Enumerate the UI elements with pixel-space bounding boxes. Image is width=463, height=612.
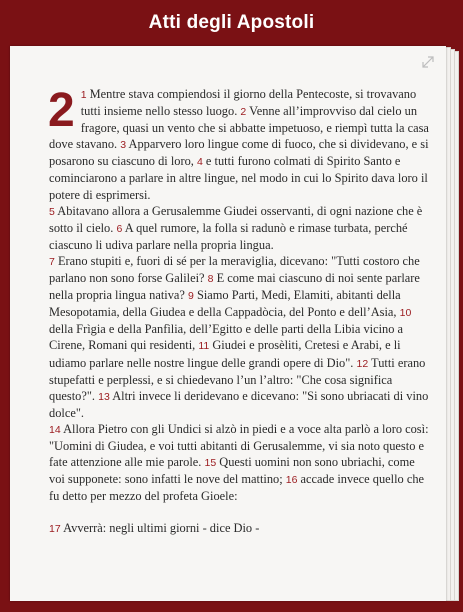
verse-number[interactable]: 15 xyxy=(204,457,217,470)
verse-text: Apparvero loro lingue come di fuoco, che si dividevano, e si posarono su ciascuno di loro, xyxy=(49,137,429,169)
verse-text: Erano stupiti e, fuori di sé per la meraviglia, dicevano: "Tutti costoro che parlano non sono forse Galilei? xyxy=(49,253,420,286)
verse-number[interactable]: 10 xyxy=(399,307,412,320)
verse-text: Siamo Parti, Medi, Elamiti, abitanti della Mesopotamia, della Giudea e della Cappadòcia, del Ponto e dell’Asia, xyxy=(49,288,401,320)
verse-text: Venne all’improvviso dal cielo un fragore, quasi un vento che si abbatte impetuoso, e riempì tutta la casa dove stavano. xyxy=(49,104,429,152)
paragraph xyxy=(49,253,431,421)
verse-text: Giudei e prosèliti, Cretesi e Arabi, e li udiamo parlare nelle nostre lingue delle grandi opere di Dio". xyxy=(49,338,401,370)
verse-number[interactable]: 1 xyxy=(80,89,87,101)
verse-number[interactable]: 17 xyxy=(49,523,61,536)
verse-text: accade invece quello che fu detto per mezzo del profeta Gioele: xyxy=(49,472,425,504)
verse-number[interactable]: 5 xyxy=(49,205,55,218)
verse-number[interactable]: 7 xyxy=(49,255,55,268)
verse-text: Abitavano allora a Gerusalemme Giudei osservanti, di ogni nazione che è sotto il cielo. xyxy=(49,203,423,235)
verse-text: della Frìgia e della Panfìlia, dell’Egitto e delle parti della Libia vicino a Cirene, Romani qui residenti, xyxy=(49,322,404,353)
verse-number[interactable]: 11 xyxy=(198,340,210,353)
verse-text: E come mai ciascuno di noi sente parlare nella propria lingua nativa? xyxy=(49,271,420,303)
reader-page[interactable] xyxy=(10,46,446,601)
stanza-gap xyxy=(49,504,431,520)
verse-number[interactable]: 2 xyxy=(240,106,247,119)
verse-text: Mentre stava compiendosi il giorno della Pentecoste, si trovavano tutti insieme nello stesso luogo. xyxy=(80,87,417,119)
verse-text: Tutti erano stupefatti e perplessi, e si chiedevano l’un l’altro: "Che cosa significa questo?". xyxy=(49,355,426,403)
title-bar xyxy=(0,0,463,46)
paragraph xyxy=(49,203,431,253)
chapter-number: 2 xyxy=(48,84,75,137)
verse-text: Altri invece li deridevano e dicevano: "Si sono ubriacati di vino dolce". xyxy=(49,388,429,420)
verse-text: e tutti furono colmati di Spirito Santo e cominciarono a parlare in altre lingue, nel modo in cui lo Spirito dava loro il potere di esprimersi. xyxy=(49,154,428,202)
verse-text: Questi uomini non sono ubriachi, come voi supponete: sono infatti le nove del mattino; xyxy=(49,455,415,487)
verse-number[interactable]: 14 xyxy=(49,423,61,436)
page-title: Atti degli Apostoli xyxy=(148,12,315,33)
paragraph xyxy=(49,86,431,203)
verse-text: Avverrà: negli ultimi giorni - dice Dio - xyxy=(60,521,260,536)
chapter-text xyxy=(49,86,431,537)
verse-number[interactable]: 3 xyxy=(120,139,127,152)
verse-number[interactable]: 16 xyxy=(285,474,298,487)
verse-number[interactable]: 6 xyxy=(116,222,123,235)
verse-number[interactable]: 8 xyxy=(207,273,214,286)
verse-number[interactable]: 9 xyxy=(188,290,194,303)
expand-icon[interactable] xyxy=(422,56,434,68)
verse-number[interactable]: 4 xyxy=(196,156,203,169)
verse-number[interactable]: 13 xyxy=(98,390,110,403)
paragraph xyxy=(49,421,431,504)
verse-text: A quel rumore, la folla si radunò e rimase turbata, perché ciascuno li udiva parlare nella propria lingua. xyxy=(49,220,408,252)
verse-number[interactable]: 12 xyxy=(356,357,369,370)
verse-text: Allora Pietro con gli Undici si alzò in piedi e a voce alta parlò a loro così: "Uomini di Giudea, e voi tutti abitanti di Gerusalemme, vi sia noto questo e fate attenzione alle mie parole. xyxy=(49,421,429,470)
paragraph xyxy=(49,520,431,537)
